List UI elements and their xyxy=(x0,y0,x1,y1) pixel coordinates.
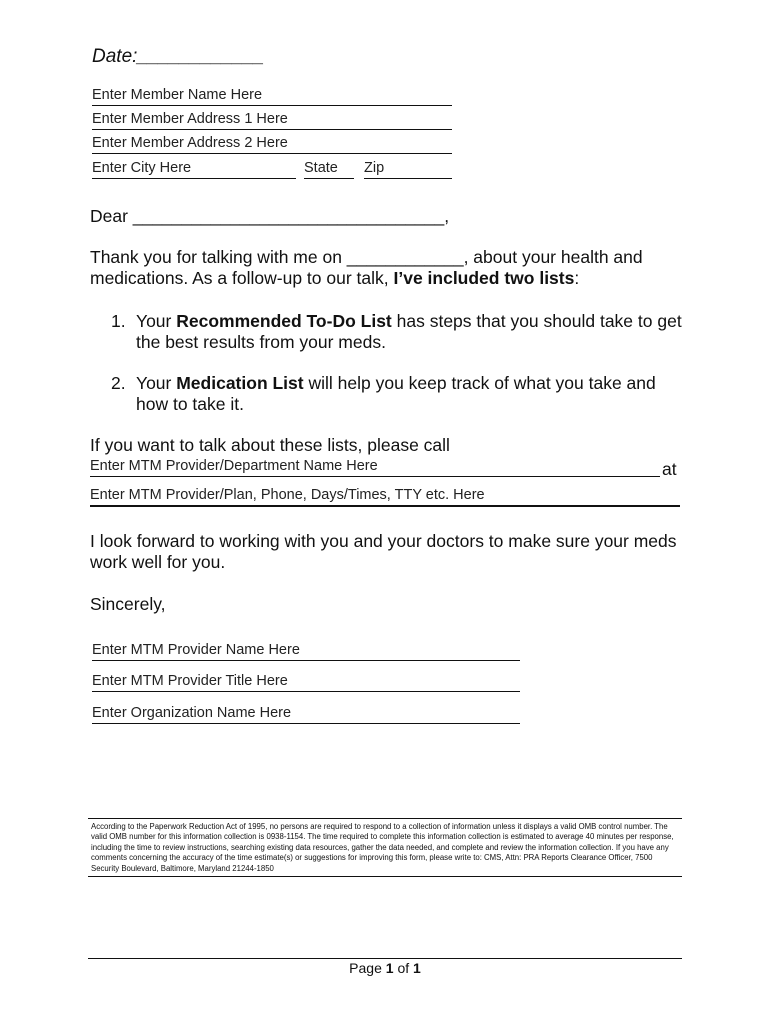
provider-name-field[interactable]: Enter MTM Provider Name Here xyxy=(92,642,520,661)
mtm-provider-department-field[interactable]: Enter MTM Provider/Department Name Here xyxy=(90,458,660,477)
footer-rule xyxy=(88,958,682,959)
list-item xyxy=(111,311,691,353)
page-label: Page xyxy=(349,960,382,976)
of-label: of xyxy=(397,960,410,976)
intro-end: : xyxy=(574,268,580,288)
salutation: Dear ________________________________, xyxy=(90,206,450,226)
list-item-pre: Your xyxy=(136,311,177,331)
page-total: 1 xyxy=(413,960,421,976)
at-text: at xyxy=(662,459,677,479)
closing-paragraph: I look forward to working with you and your doctors to make sure your meds work well for you. xyxy=(90,531,677,572)
pra-top-rule xyxy=(88,818,682,819)
list-item-bold: Medication List xyxy=(176,373,304,393)
date-label: Date:____________ xyxy=(92,46,265,67)
list-item-number: 1. xyxy=(111,311,126,331)
member-address2-field[interactable]: Enter Member Address 2 Here xyxy=(92,135,452,154)
page-number xyxy=(0,960,770,976)
state-field[interactable]: State xyxy=(304,160,354,179)
intro-bold: I’ve included two lists xyxy=(393,268,575,288)
call-text: If you want to talk about these lists, please call xyxy=(90,435,450,455)
list-item-number: 2. xyxy=(111,373,126,393)
pra-bottom-rule xyxy=(88,876,682,877)
list-item-text xyxy=(136,311,691,353)
sincerely-text: Sincerely, xyxy=(90,594,166,614)
list-item-pre: Your xyxy=(136,373,177,393)
pra-notice: According to the Paperwork Reduction Act of 1995, no persons are required to respond to a collection of information unless it displays a valid OMB control number. The valid OMB number for this information collection is 0938-1154. The time required to complete this information collection is estimated to average 40 minutes per response, including the time to review instructions, searching existing data resources, gather the data needed, and complete and review the information collection. If you have any comments concerning the accuracy of the time estimate(s) or suggestions for improving this form, please write to: CMS, Attn: PRA Reports Clearance Officer, 7500 Security Boulevard, Baltimore, Maryland 21244-1850 xyxy=(91,822,674,873)
organization-name-field[interactable]: Enter Organization Name Here xyxy=(92,705,520,724)
list-item-post: has steps that you should take to get the best results from your meds. xyxy=(136,311,682,352)
provider-title-field[interactable]: Enter MTM Provider Title Here xyxy=(92,673,520,692)
intro-text: Thank you for talking with me on ____________, about your health and medications. As a follow-up to our talk, xyxy=(90,247,643,288)
list-item-post: will help you keep track of what you take and how to take it. xyxy=(136,373,656,414)
intro-paragraph xyxy=(90,247,690,289)
page-num: 1 xyxy=(385,960,394,976)
city-field[interactable]: Enter City Here xyxy=(92,160,296,179)
mtm-provider-plan-field[interactable]: Enter MTM Provider/Plan, Phone, Days/Times, TTY etc. Here xyxy=(90,487,680,507)
member-name-field[interactable]: Enter Member Name Here xyxy=(92,87,452,106)
member-address1-field[interactable]: Enter Member Address 1 Here xyxy=(92,111,452,130)
list-item-text xyxy=(136,373,691,415)
list-item xyxy=(111,373,691,415)
list-item-bold: Recommended To-Do List xyxy=(176,311,392,331)
zip-field[interactable]: Zip xyxy=(364,160,452,179)
